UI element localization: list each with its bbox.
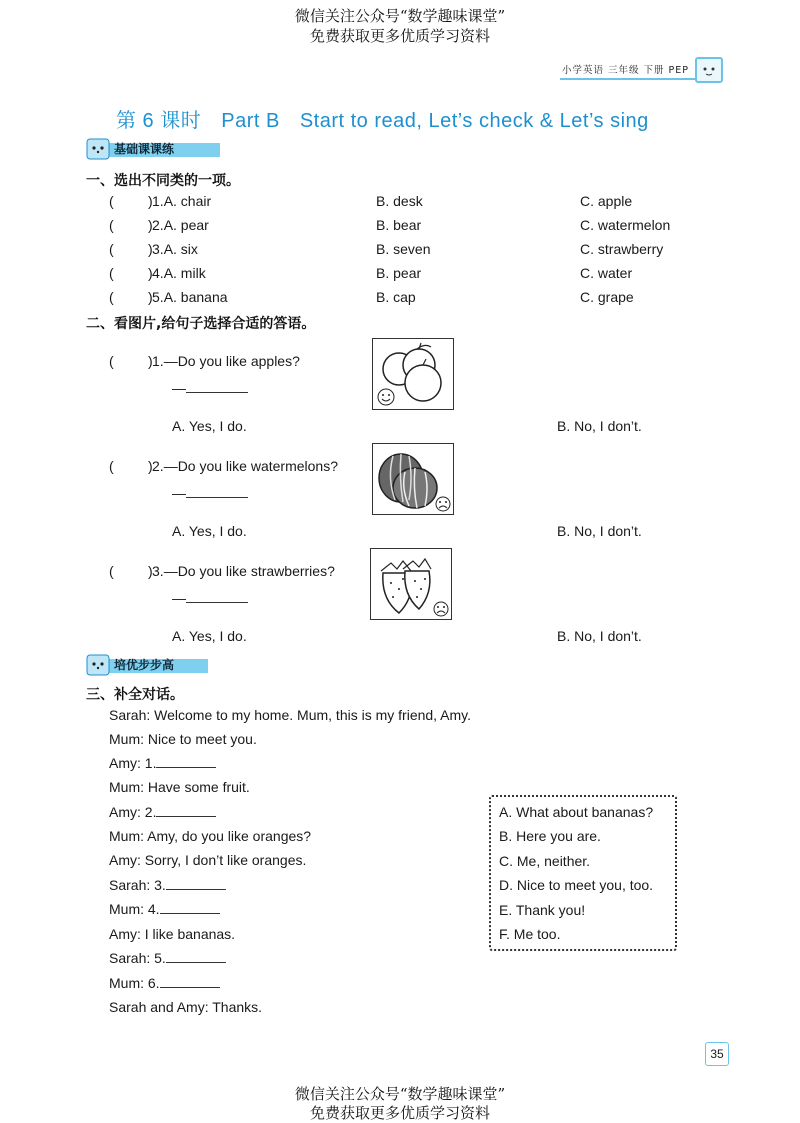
- dialogue-line: Sarah: 3.: [109, 875, 226, 895]
- watermark-bottom-line2: 免费获取更多优质学习资料: [309, 1104, 490, 1122]
- q2-option-b: B. No, I don’t.: [557, 523, 642, 539]
- dialogue-line: Sarah: Welcome to my home. Mum, this is my friend, Amy.: [109, 707, 472, 723]
- picture-strawberries: [370, 548, 452, 620]
- dialogue-line: Amy: 2.: [109, 802, 216, 822]
- answer-blank[interactable]: [160, 973, 220, 988]
- q1-item-a: 1.A. chair: [152, 193, 212, 209]
- q3-heading: 三、补全对话。: [86, 687, 184, 703]
- dialogue-line: Mum: Have some fruit.: [109, 779, 250, 795]
- picture-apples: [372, 338, 454, 410]
- dialogue-line: Mum: Amy, do you like oranges?: [109, 828, 312, 844]
- option-item: B. Here you are.: [499, 828, 601, 844]
- q2-heading: 二、看图片,给句子选择合适的答语。: [86, 316, 316, 332]
- q1-item-b: B. desk: [376, 193, 423, 209]
- q1-heading: 一、选出不同类的一项。: [86, 173, 240, 189]
- q2-option-a: A. Yes, I do.: [172, 523, 247, 539]
- q2-option-b: B. No, I don’t.: [557, 628, 642, 644]
- lesson-topic: Start to read, Let’s check & Let’s sing: [299, 110, 649, 132]
- dialogue-line: Sarah: 5.: [109, 948, 226, 968]
- answer-paren-open[interactable]: (: [109, 289, 114, 305]
- options-box: [489, 795, 677, 951]
- option-item: E. Thank you!: [499, 902, 586, 918]
- q1-item-c: C. strawberry: [580, 241, 664, 257]
- q1-item: [0, 239, 800, 259]
- watermark-top-line2: 免费获取更多优质学习资料: [309, 27, 490, 45]
- dialogue-line: Mum: Nice to meet you.: [109, 731, 257, 747]
- lesson-part: Part B: [221, 110, 280, 132]
- answer-paren-close: ): [148, 353, 153, 369]
- q1-item-c: C. grape: [580, 289, 634, 305]
- lesson-title: [116, 104, 649, 133]
- q2-reply-line: —: [172, 483, 248, 503]
- answer-blank[interactable]: [166, 948, 226, 963]
- q1-item-a: 3.A. six: [152, 241, 198, 257]
- q2-option-a: A. Yes, I do.: [172, 628, 247, 644]
- answer-blank[interactable]: [156, 753, 216, 768]
- dialogue-line: Sarah and Amy: Thanks.: [109, 999, 263, 1015]
- answer-paren-open[interactable]: (: [109, 217, 114, 233]
- answer-paren-close: ): [148, 265, 153, 281]
- q1-item-a: 4.A. milk: [152, 265, 206, 281]
- answer-paren-open[interactable]: (: [109, 563, 114, 579]
- q1-item-c: C. apple: [580, 193, 633, 209]
- q2-question: 3.—Do you like strawberries?: [152, 563, 335, 579]
- q1-item-b: B. seven: [376, 241, 431, 257]
- option-item: F. Me too.: [499, 926, 561, 942]
- answer-blank[interactable]: [186, 483, 248, 498]
- q1-item-c: C. water: [580, 265, 633, 281]
- section-tag-basic-label: 基础课课练: [114, 142, 175, 156]
- answer-paren-close: ): [148, 217, 153, 233]
- dialogue-line: Amy: 1.: [109, 753, 216, 773]
- answer-paren-close: ): [148, 563, 153, 579]
- lesson-number: 第 6 课时: [116, 110, 202, 132]
- q2-option-b: B. No, I don’t.: [557, 418, 642, 434]
- option-item: D. Nice to meet you, too.: [499, 877, 654, 893]
- bear-icon: [86, 138, 110, 160]
- q2-reply-line: —: [172, 588, 248, 608]
- answer-paren-open[interactable]: (: [109, 193, 114, 209]
- section-tag-advanced-label: 培优步步高: [114, 658, 175, 672]
- answer-paren-close: ): [148, 289, 153, 305]
- q2-question: 2.—Do you like watermelons?: [152, 458, 338, 474]
- answer-blank[interactable]: [156, 802, 216, 817]
- series-header: 小学英语 三年级 下册 PEP: [562, 65, 690, 76]
- section-tag-basic: [86, 138, 226, 160]
- apples-icon: [373, 339, 453, 409]
- q1-item-a: 5.A. banana: [152, 289, 228, 305]
- answer-blank[interactable]: [166, 875, 226, 890]
- bear-icon: [86, 654, 110, 676]
- q2-question: 1.—Do you like apples?: [152, 353, 300, 369]
- section-tag-advanced: [86, 654, 226, 676]
- q2-option-a: A. Yes, I do.: [172, 418, 247, 434]
- page-number: 35: [705, 1042, 729, 1066]
- strawberries-icon: [371, 549, 451, 619]
- q1-item-c: C. watermelon: [580, 217, 671, 233]
- q1-item-b: B. bear: [376, 217, 422, 233]
- option-item: A. What about bananas?: [499, 804, 654, 820]
- q1-item-b: B. cap: [376, 289, 416, 305]
- answer-paren-open[interactable]: (: [109, 241, 114, 257]
- dialogue-line: Amy: Sorry, I don’t like oranges.: [109, 852, 307, 868]
- answer-paren-close: ): [148, 458, 153, 474]
- q2-reply-line: —: [172, 378, 248, 398]
- q1-item: [0, 191, 800, 211]
- q1-item-a: 2.A. pear: [152, 217, 209, 233]
- q1-item: [0, 287, 800, 307]
- answer-paren-open[interactable]: (: [109, 265, 114, 281]
- picture-watermelons: [372, 443, 454, 515]
- watermark-top-line1: 微信关注公众号“数学趣味课堂”: [294, 7, 506, 25]
- dialogue-line: Amy: I like bananas.: [109, 926, 236, 942]
- watermelons-icon: [373, 444, 453, 514]
- answer-blank[interactable]: [186, 588, 248, 603]
- answer-paren-close: ): [148, 193, 153, 209]
- dialogue-line: Mum: 6.: [109, 973, 220, 993]
- mascot-icon: [695, 57, 723, 83]
- answer-paren-open[interactable]: (: [109, 458, 114, 474]
- watermark-bottom-line1: 微信关注公众号“数学趣味课堂”: [294, 1085, 506, 1103]
- answer-paren-close: ): [148, 241, 153, 257]
- answer-paren-open[interactable]: (: [109, 353, 114, 369]
- answer-blank[interactable]: [160, 899, 220, 914]
- q1-item-b: B. pear: [376, 265, 422, 281]
- q1-item: [0, 263, 800, 283]
- q1-item: [0, 215, 800, 235]
- option-item: C. Me, neither.: [499, 853, 591, 869]
- answer-blank[interactable]: [186, 378, 248, 393]
- dialogue-line: Mum: 4.: [109, 899, 220, 919]
